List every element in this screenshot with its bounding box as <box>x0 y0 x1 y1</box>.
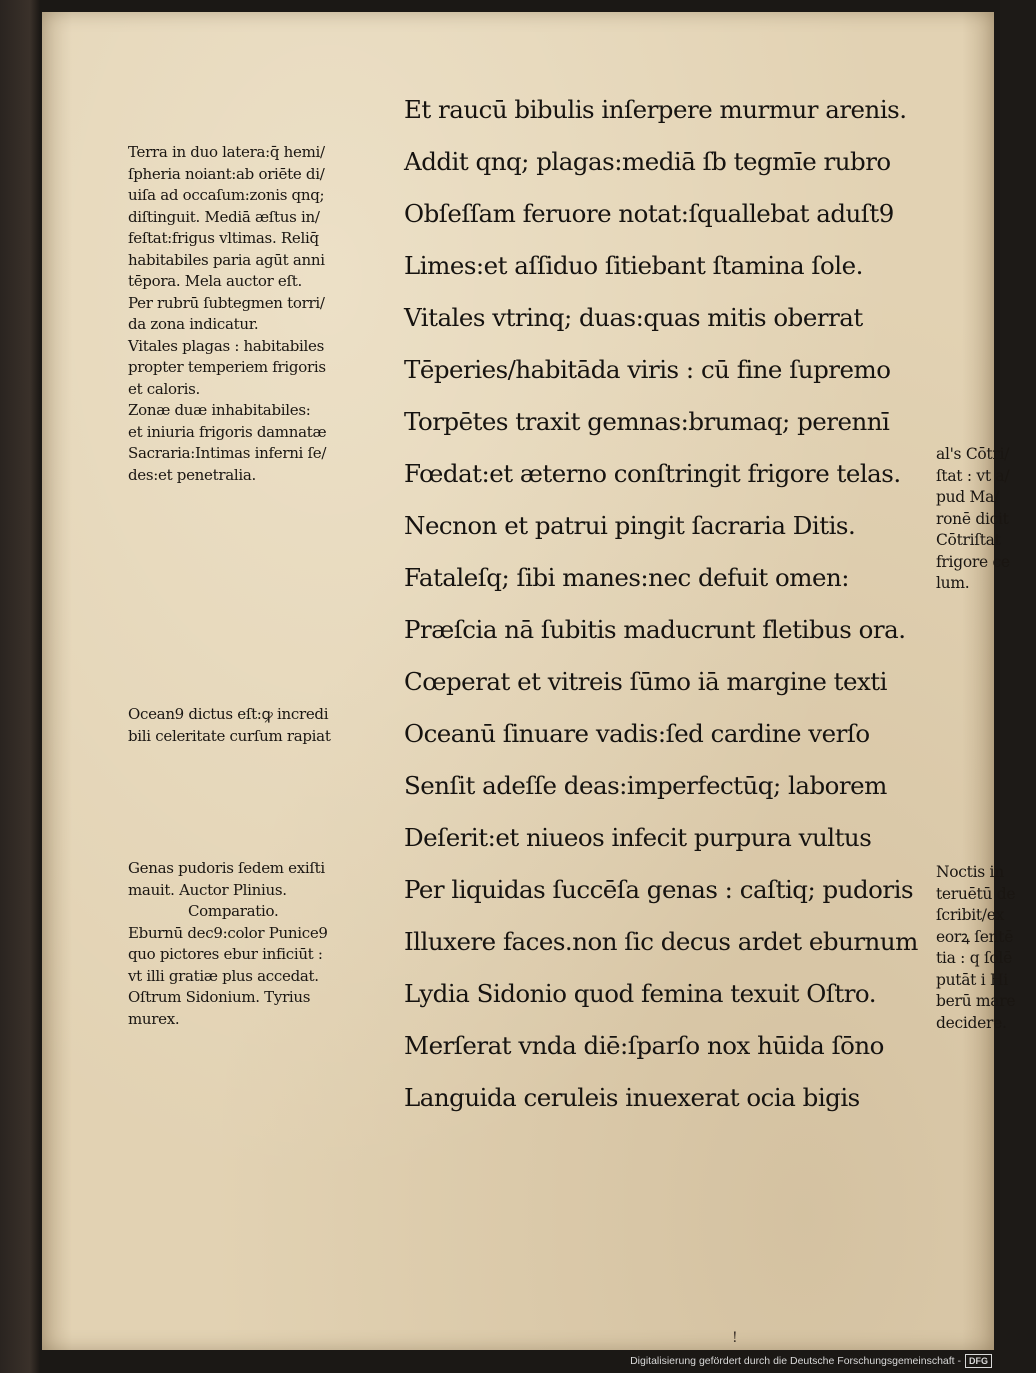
verse-line: Senſit adeſſe deas:imperfectūq; laborem <box>404 771 887 800</box>
gloss-line: Comparatio. <box>188 902 279 920</box>
gloss-line: et caloris. <box>128 379 200 398</box>
gloss-line: eorꝝ ſentē <box>936 927 1014 946</box>
gloss-line: putāt i Hi <box>936 970 1008 989</box>
gloss-line: da zona indicatur. <box>128 315 259 333</box>
gloss-line: Noctis in <box>936 863 1004 881</box>
verse-line: Necnon et patrui pingit ſacraria Ditis. <box>404 511 856 540</box>
dfg-logo-icon: DFG <box>965 1354 992 1368</box>
gloss-line: ſtat : vt a/ <box>936 466 1010 485</box>
gloss-line: al's Cōtri/ <box>936 445 1010 463</box>
right-gloss-contristat <box>936 444 1036 595</box>
gloss-line: tēpora. Mela auctor eſt. <box>128 272 302 290</box>
verse-line: Præſcia nā ſubitis maducrunt fletibus ora. <box>404 615 906 644</box>
verse-line: Illuxere faces.non ſic decus ardet eburnum <box>404 927 918 956</box>
left-gloss-ocean <box>128 704 398 747</box>
gloss-line: propter temperiem frigoris <box>128 358 326 376</box>
verse-line: Addit qnq; plagas:mediā ſb tegmīe rubro <box>404 147 891 176</box>
gloss-line: ſcribit/ex <box>936 906 1005 924</box>
gloss-line: mauit. Auctor Plinius. <box>128 880 287 899</box>
verse-line: Torpētes traxit gemnas:brumaq; perennī <box>404 407 890 436</box>
footer-credit-text: Digitalisierung gefördert durch die Deutsche Forschungsgemeinschaft - <box>630 1355 961 1367</box>
verse-line: Languida ceruleis inuexerat ocia bigis <box>404 1083 860 1112</box>
gloss-line: pud Ma/ <box>936 488 999 506</box>
gloss-line: lum. <box>936 574 970 592</box>
gloss-line: teruētū de <box>936 884 1016 903</box>
gloss-line: Vitales plagas : habitabiles <box>128 336 324 355</box>
gloss-line: tia : q ſolē <box>936 949 1012 967</box>
main-verse-text <box>404 84 944 1124</box>
gloss-line: Per rubrū ſubtegmen torri/ <box>128 293 325 312</box>
gloss-line: Genas pudoris ſedem exiſti <box>128 859 325 877</box>
gloss-line: Terra in duo latera:q̄ hemi/ <box>128 143 325 161</box>
gloss-line: ſpheria noiant:ab oriēte di/ <box>128 164 325 183</box>
gloss-line: murex. <box>128 1009 180 1028</box>
verse-line: Limes:et aſſiduo ſitiebant ſtamina ſole. <box>404 251 863 280</box>
verse-line: Fataleſq; ſibi manes:nec defuit omen: <box>404 563 849 592</box>
verse-line: Deſerit:et niueos infecit purpura vultus <box>404 823 872 852</box>
verse-line: Obſeſſam feruore notat:ſquallebat aduſt9 <box>404 199 894 228</box>
book-page <box>42 12 1016 1350</box>
gloss-line: et iniuria frigoris damnatæ <box>128 422 327 441</box>
left-gloss-zones <box>128 142 398 486</box>
gloss-line: bili celeritate curſum rapiat <box>128 726 331 745</box>
right-gloss-noctis <box>936 862 1036 1034</box>
verse-line: Oceanū ſinuare vadis:ſed cardine verſo <box>404 719 870 748</box>
gloss-line: Ocean9 dictus eſt:ꝙ incredi <box>128 705 329 723</box>
gloss-line: des:et penetralia. <box>128 465 256 484</box>
verse-line: Merſerat vnda diē:ſparſo nox hūida ſōno <box>404 1031 884 1060</box>
verse-line: Et raucū bibulis inſerpere murmur arenis. <box>404 95 907 124</box>
verse-line: Fœdat:et æterno conſtringit frigore telas. <box>404 459 901 488</box>
gloss-line: ronē dicit <box>936 509 1009 528</box>
verse-line: Per liquidas ſuccēſa genas : caſtiq; pudoris <box>404 875 914 904</box>
gloss-line: decidere. <box>936 1013 1007 1032</box>
gloss-line: Zonæ duæ inhabitabiles: <box>128 401 311 419</box>
verse-line: Vitales vtrinq; duas:quas mitis oberrat <box>404 303 863 332</box>
gloss-line: feſtat:frigus vltimas. Reliq̄ <box>128 229 319 247</box>
gloss-line: Cōtriſtat <box>936 531 1001 549</box>
gloss-line: Eburnū dec9:color Punice9 <box>128 923 328 942</box>
gloss-line: vt illi gratiæ plus accedat. <box>128 966 319 985</box>
gloss-line: habitabiles paria agūt anni <box>128 250 325 269</box>
verse-line: Tēperies/habitāda viris : cū fine ſupremo <box>404 355 891 384</box>
signature-mark: ! <box>732 1330 738 1346</box>
gloss-line: quo pictores ebur inficiūt : <box>128 945 323 963</box>
verse-line: Cœperat et vitreis ſūmo iā margine texti <box>404 667 887 696</box>
gloss-line: berū mare <box>936 992 1016 1010</box>
digitization-footer <box>630 1353 992 1369</box>
verse-line: Lydia Sidonio quod femina texuit Oſtro. <box>404 979 877 1008</box>
gloss-line: frigore ce <box>936 552 1010 571</box>
left-gloss-genas <box>128 858 398 1030</box>
gloss-line: diſtinguit. Mediā æſtus in/ <box>128 207 320 226</box>
gloss-line: Oſtrum Sidonium. Tyrius <box>128 988 311 1006</box>
gloss-line: Sacraria:Intimas inferni ſe/ <box>128 444 327 462</box>
gloss-line: uiſa ad occaſum:zonis qnq; <box>128 186 325 204</box>
